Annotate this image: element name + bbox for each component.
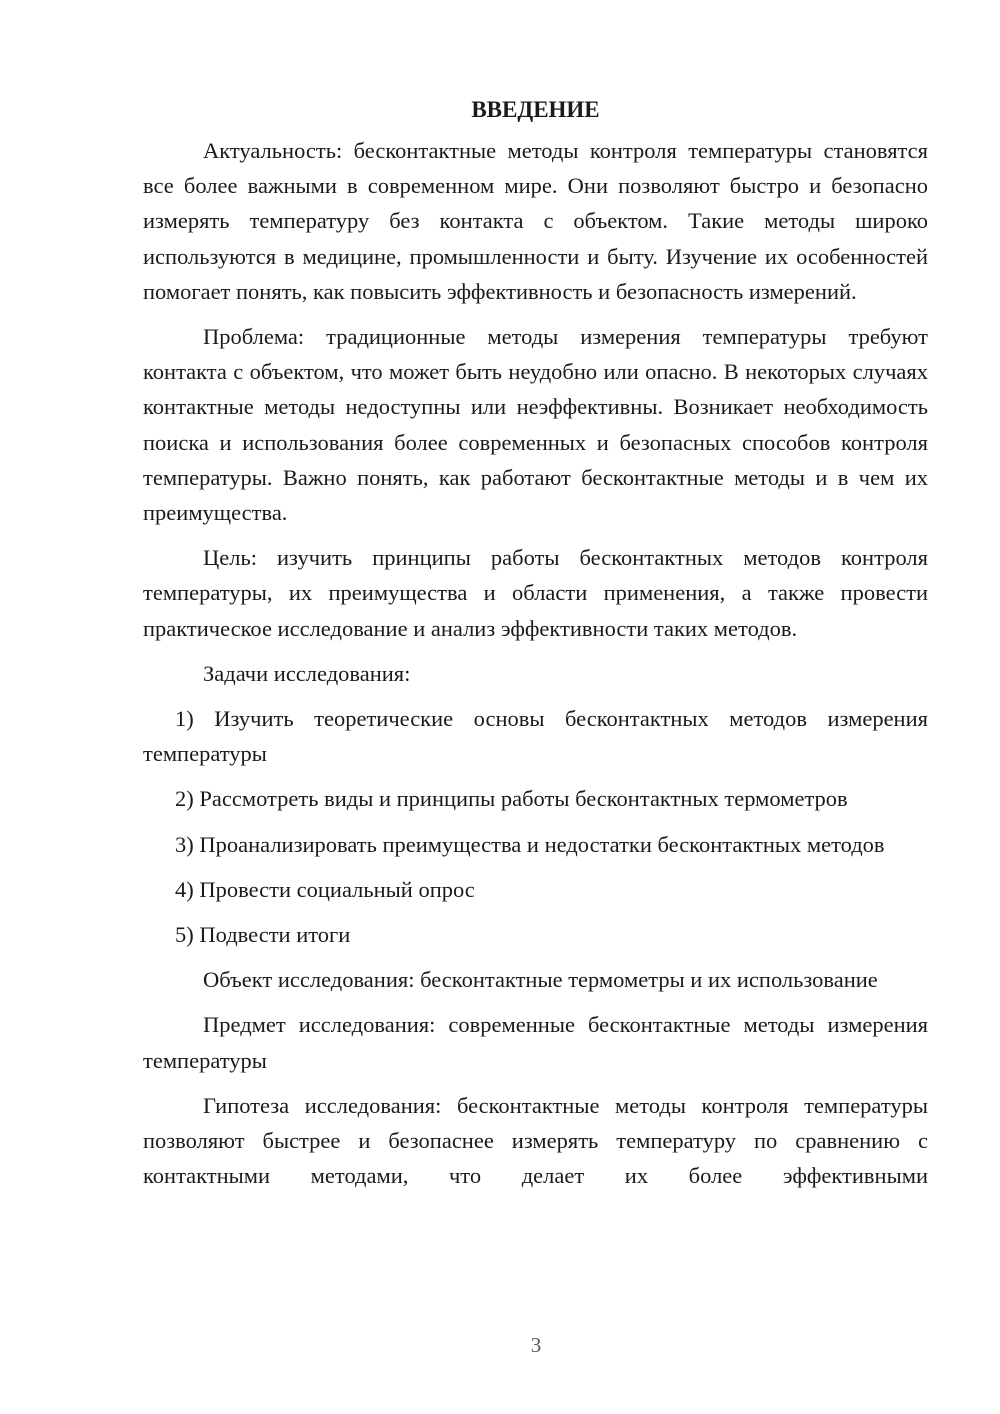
- paragraph-object: Объект исследования: бесконтактные термометры и их использование: [203, 967, 878, 993]
- task-item: 5) Подвести итоги: [175, 922, 351, 948]
- paragraph-relevance: Актуальность: бесконтактные методы контроля температуры становятся все более важными в современном мире. Они позволяют быстро и безопасно измерять температуру без контакта с объектом. Такие методы широко используются в медицине, промышленности и быту. Изучение их особенностей помогает понять, как повысить эффективность и безопасность измерений.: [143, 138, 928, 304]
- paragraph-subject: Предмет исследования: современные бесконтактные методы измерения температуры: [143, 1012, 928, 1073]
- tasks-heading: Задачи исследования:: [203, 660, 411, 686]
- task-item: 4) Провести социальный опрос: [175, 876, 475, 902]
- paragraph-problem: Проблема: традиционные методы измерения температуры требуют контакта с объектом, что может быть неудобно или опасно. В некоторых случаях контактные методы недоступны или неэффективны. Возникает необходимость поиска и использования более современных и безопасных способов контроля температуры. Важно понять, как работают бесконтактные методы и в чем их преимущества.: [143, 324, 928, 526]
- page-number: 3: [530, 1333, 542, 1357]
- paragraph-goal: Цель: изучить принципы работы бесконтактных методов контроля температуры, их преимущества и области применения, а также провести практическое исследование и анализ эффективности таких методов.: [143, 545, 928, 641]
- document-page: [143, 92, 928, 1203]
- page-title: ВВЕДЕНИЕ: [471, 97, 600, 122]
- task-item: 2) Рассмотреть виды и принципы работы бесконтактных термометров: [175, 786, 848, 812]
- paragraph-hypothesis: Гипотеза исследования: бесконтактные методы контроля температуры позволяют быстрее и безопаснее измерять температуру по сравнению с контактными методами, что делает их более эффективными: [143, 1092, 928, 1189]
- task-item: 3) Проанализировать преимущества и недостатки бесконтактных методов: [175, 831, 885, 857]
- task-item: 1) Изучить теоретические основы бесконтактных методов измерения температуры: [143, 706, 928, 767]
